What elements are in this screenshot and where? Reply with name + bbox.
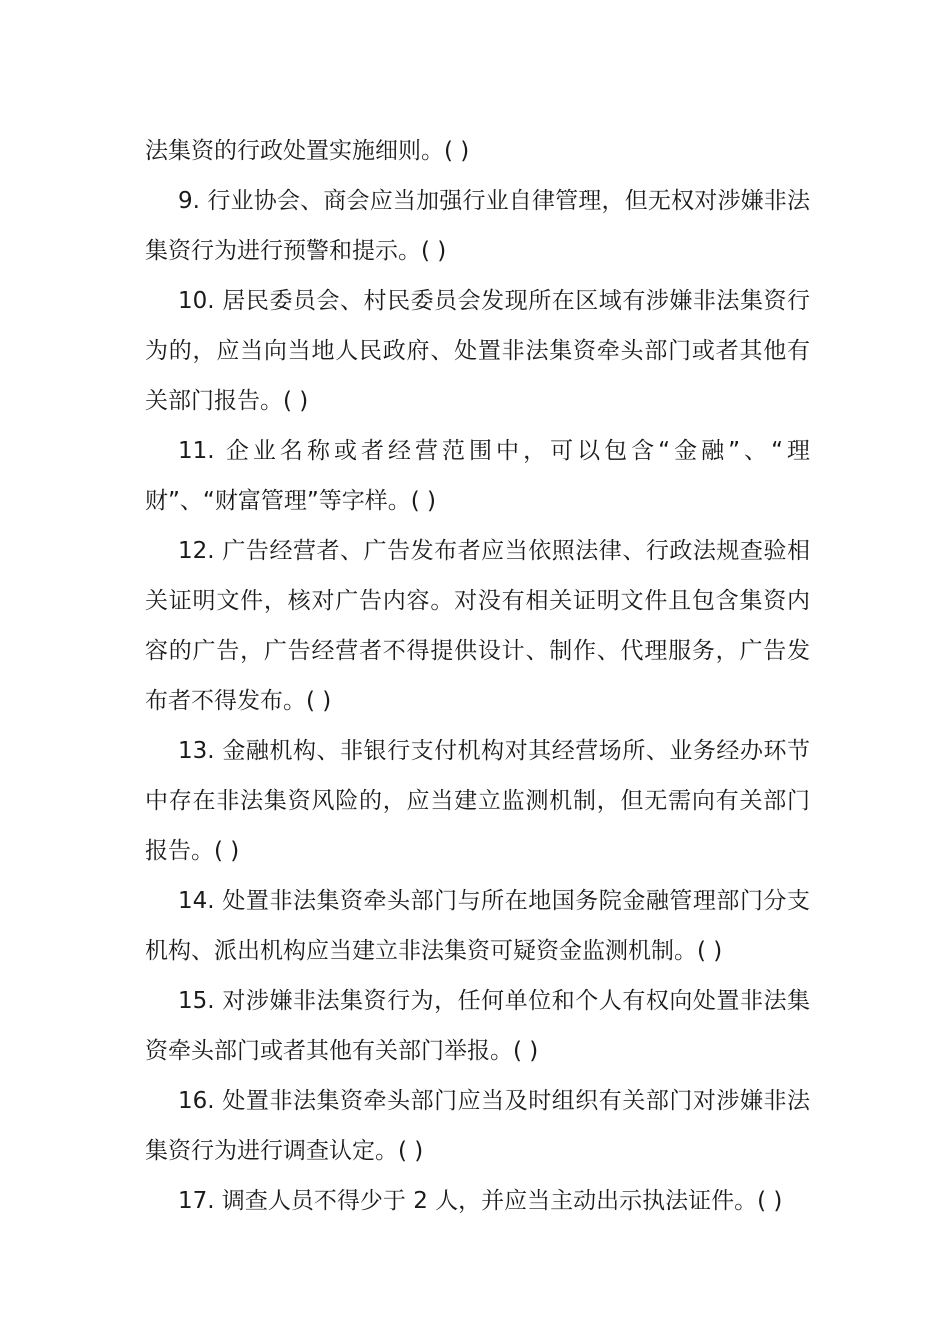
question-10: 10. 居民委员会、村民委员会发现所在区域有涉嫌非法集资行为的，应当向当地人民政府、处置非法集资牵头部门或者其他有关部门报告。( ) — [145, 288, 810, 414]
question-15: 15. 对涉嫌非法集资行为，任何单位和个人有权向处置非法集资牵头部门或者其他有关部门举报。( ) — [145, 988, 810, 1064]
question-9: 9. 行业协会、商会应当加强行业自律管理，但无权对涉嫌非法集资行为进行预警和提示。( ) — [145, 188, 810, 264]
question-14: 14. 处置非法集资牵头部门与所在地国务院金融管理部门分支机构、派出机构应当建立非法集资可疑资金监测机制。( ) — [145, 888, 810, 964]
question-12: 12. 广告经营者、广告发布者应当依照法律、行政法规查验相关证明文件，核对广告内容。对没有相关证明文件且包含集资内容的广告，广告经营者不得提供设计、制作、代理服务，广告发布者不得发布。( ) — [145, 538, 810, 714]
question-13: 13. 金融机构、非银行支付机构对其经营场所、业务经办环节中存在非法集资风险的，应当建立监测机制，但无需向有关部门报告。( ) — [145, 738, 810, 864]
question-17: 17. 调查人员不得少于 2 人，并应当主动出示执法证件。( ) — [178, 1188, 783, 1214]
question-16: 16. 处置非法集资牵头部门应当及时组织有关部门对涉嫌非法集资行为进行调查认定。( ) — [145, 1088, 810, 1164]
question-11: 11. 企业名称或者经营范围中，可以包含“金融”、“理财”、“财富管理”等字样。( ) — [145, 438, 810, 514]
paragraph-continuation: 法集资的行政处置实施细则。( ) — [145, 138, 470, 164]
document-body — [145, 126, 810, 1226]
